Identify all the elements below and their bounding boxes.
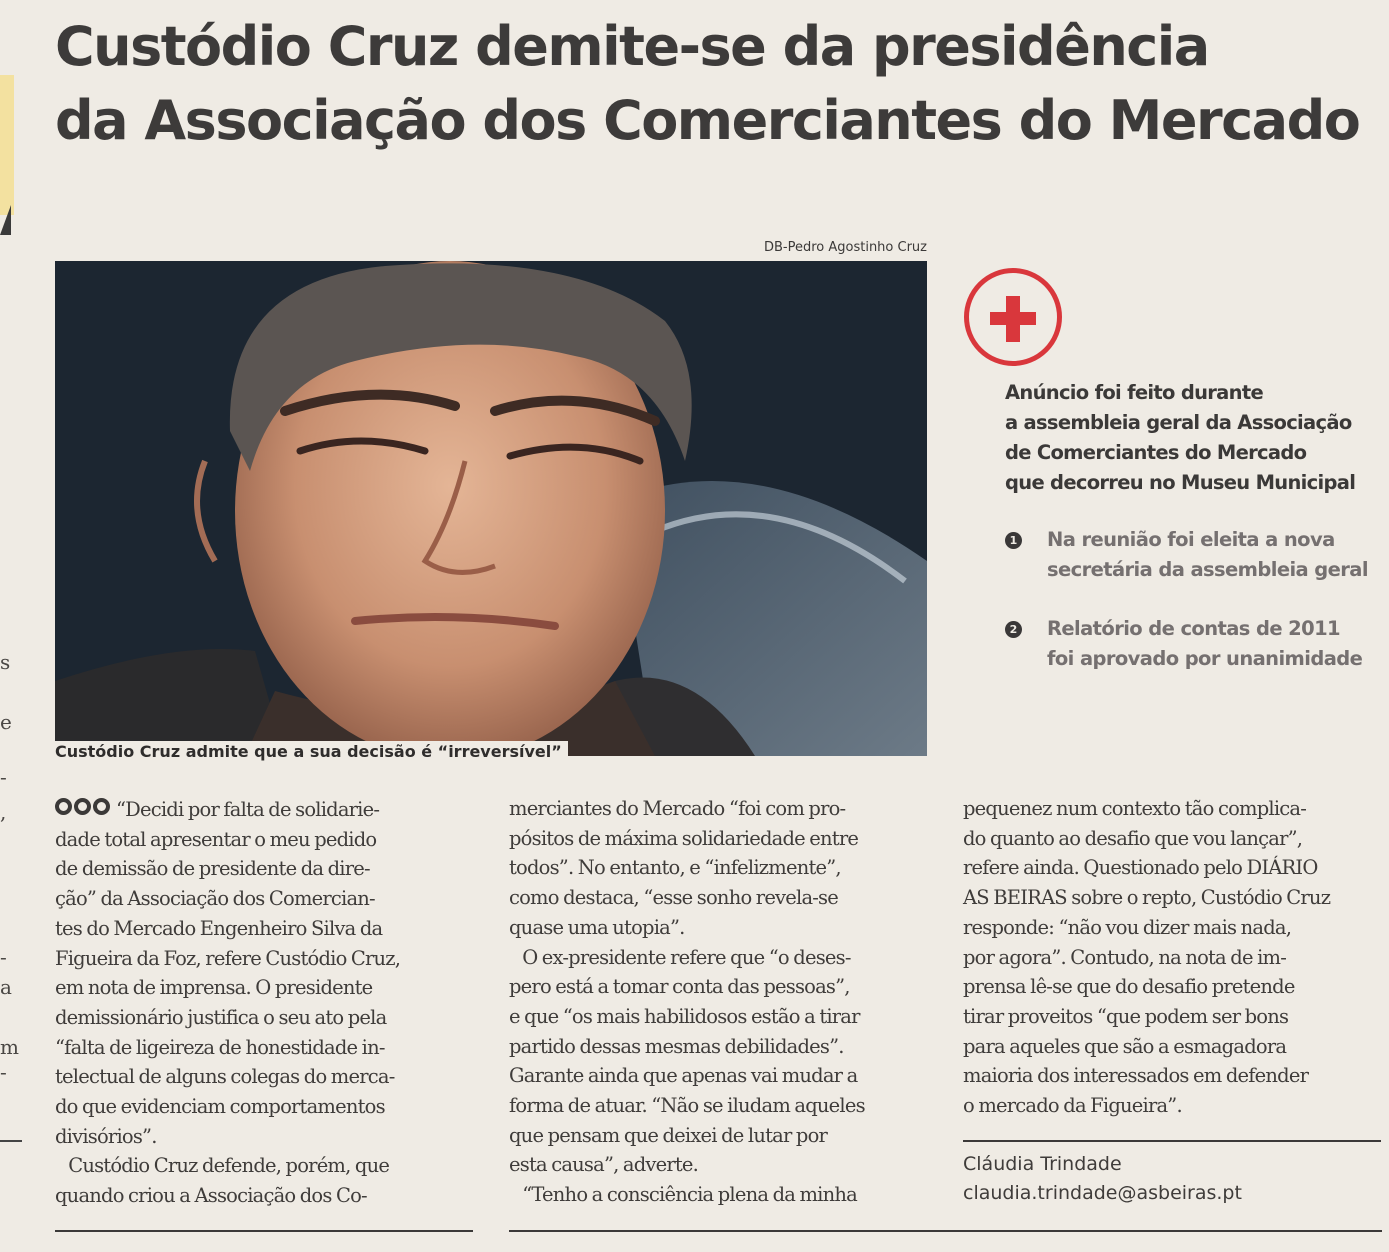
column-line: merciantes do Mercado “foi com pro- [509,797,846,820]
adjacent-text-fragment: a [0,975,12,999]
column-line: refere ainda. Questionado pelo DIÁRIO [963,856,1318,880]
sidebar-item-line: foi aprovado por unanimidade [1047,647,1363,670]
column-line: como destaca, “esse sonho revela-se [509,886,839,910]
column-line: para aqueles que são a esmagadora [963,1034,1287,1058]
column-line: pósitos de máxima solidariedade entre [509,826,859,850]
column-line: quase uma utopia”. [509,915,685,939]
adjacent-text-fragment: - [0,945,7,969]
adjacent-page-rule [0,1140,22,1142]
column-line: prensa lê-se que do desafio pretende [963,975,1295,999]
column-line: pequenez num contexto tão complica- [963,797,1306,820]
column-line: em nota de imprensa. O presidente [55,976,373,1000]
article-headline [55,10,1375,158]
byline-author: Cláudia Trindade [963,1153,1122,1175]
photo-credit: DB-Pedro Agostinho Cruz [763,240,927,255]
article-column-3 [963,794,1383,1121]
column-line: dade total apresentar o meu pedido [55,827,377,851]
column-line: AS BEIRAS sobre o repto, Custódio Cruz [963,886,1331,910]
column-line: tirar proveitos “que podem ser bons [963,1004,1289,1028]
column-line: do quanto ao desafio que vou lançar”, [963,826,1303,850]
sidebar-lead-line: a assembleia geral da Associação [1005,411,1352,434]
sidebar-item-line: Na reunião foi eleita a nova [1047,528,1335,551]
photo-caption: Custódio Cruz admite que a sua decisão é “irreversível” [55,741,568,763]
column-line: que pensam que deixei de lutar por [509,1123,828,1147]
sidebar-lead-line: de Comerciantes do Mercado [1005,441,1307,464]
adjacent-text-fragment: m [0,1035,19,1059]
plus-icon [964,268,1062,366]
column-line: o mercado da Figueira”. [963,1094,1182,1118]
column-line: “Tenho a consciência plena da minha [509,1183,857,1207]
column-line: Custódio Cruz defende, porém, que [55,1154,390,1178]
column-line: partido dessas mesmas debilidades”. [509,1034,844,1058]
article-column-1 [55,794,475,1211]
adjacent-page-mark [0,205,11,235]
column-line: do que evidenciam comportamentos [55,1095,385,1119]
column-line: maioria dos interessados em defender [963,1064,1309,1088]
column-line: pero está a tomar conta das pessoas”, [509,975,850,999]
column-line-text: “Decidi por falta de solidarie- [116,798,380,821]
column-line: “falta de ligeireza de honestidade in- [55,1035,385,1059]
column-line: quando criou a Associação dos Co- [55,1184,367,1208]
column-line: responde: “não vou dizer mais nada, [963,915,1292,939]
sidebar-lead-line: que decorreu no Museu Municipal [1005,471,1356,494]
bottom-divider [55,1230,473,1232]
column-line: tes do Mercado Engenheiro Silva da [55,916,383,940]
sidebar-item-line: Relatório de contas de 2011 [1047,617,1341,640]
column-line: telectual de alguns colegas do merca- [55,1065,395,1089]
adjacent-page-strip [0,75,14,215]
column-line: demissionário justifica o seu ato pela [55,1005,387,1029]
column-line: de demissão de presidente da dire- [55,857,370,881]
adjacent-text-fragment: , [0,800,7,824]
lead-dots-icon [55,794,112,824]
adjacent-text-fragment: - [0,1060,7,1084]
column-line: por agora”. Contudo, na nota de im- [963,945,1287,969]
signature-divider [963,1140,1381,1142]
column-line: esta causa”, adverte. [509,1153,699,1177]
adjacent-text-fragment: e [0,710,12,734]
column-line: forma de atuar. “Não se iludam aqueles [509,1094,865,1118]
adjacent-text-fragment: - [0,765,7,789]
column-line: todos”. No entanto, e “infelizmente”, [509,856,841,880]
column-line [55,794,475,825]
portrait-photo [55,261,927,756]
adjacent-text-fragment: s [0,650,11,674]
column-line: divisórios”. [55,1124,157,1148]
column-line: Figueira da Foz, refere Custódio Cruz, [55,946,401,970]
sidebar-item-line: secretária da assembleia geral [1047,558,1368,581]
portrait-illustration [55,261,927,756]
byline-email[interactable]: claudia.trindade@asbeiras.pt [963,1182,1242,1204]
sidebar-lead [1005,378,1375,498]
number-bullet-icon: 1 [1005,532,1022,549]
article-column-2 [509,794,929,1210]
bottom-divider [509,1230,1382,1232]
column-line: O ex-presidente refere que “o deses- [509,945,851,969]
column-line: ção” da Associação dos Comercian- [55,887,375,911]
column-line: e que “os mais habilidosos estão a tirar [509,1004,860,1028]
sidebar-lead-line: Anúncio foi feito durante [1005,381,1263,404]
column-line: Garante ainda que apenas vai mudar a [509,1064,858,1088]
headline-line: da Associação dos Comerciantes do Mercado [55,89,1360,152]
headline-line: Custódio Cruz demite-se da presidência [55,15,1209,78]
number-bullet-icon: 2 [1005,621,1022,638]
